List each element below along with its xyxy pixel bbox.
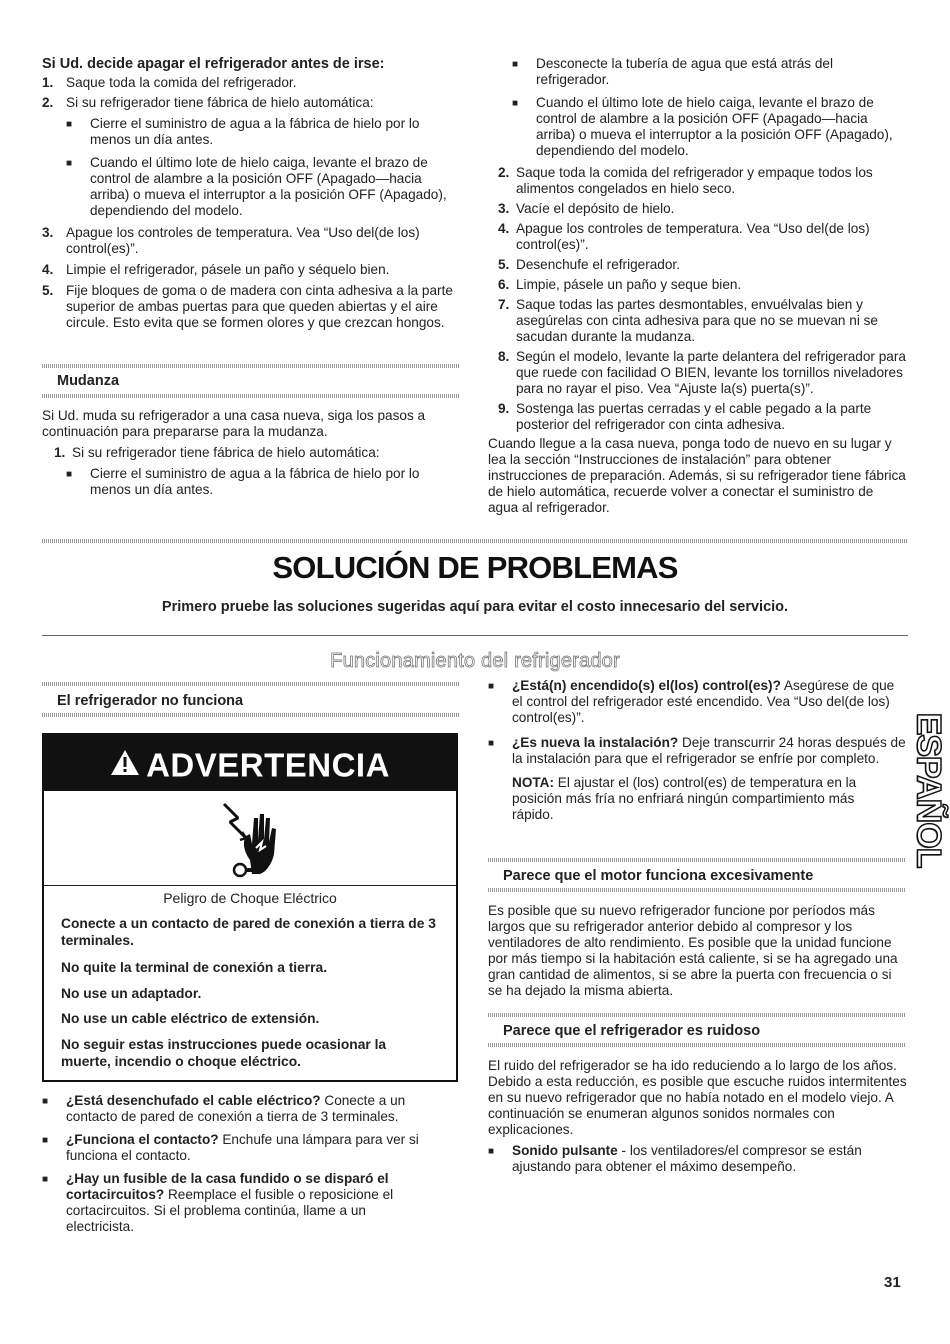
list-item: [42, 225, 456, 257]
question-text: ¿Funciona el contacto?: [66, 1132, 219, 1147]
question-text: ¿Hay un fusible de la casa fundido o se disparó el cortacircuitos?: [66, 1171, 389, 1202]
list-item: [42, 262, 462, 278]
list-item: [42, 155, 450, 219]
electric-shock-icon: [216, 798, 286, 885]
language-side-tab-text: ESPAÑOL: [909, 712, 948, 868]
step-text: Según el modelo, levante la parte delantera del refrigerador para que ruede con facilidad O BIEN, levante los tornillos niveladores para no rayar el piso. Vea “Ajuste la(s) puerta(s)”.: [516, 349, 906, 396]
hazard-title: Peligro de Choque Eléctrico: [163, 890, 337, 906]
answer-text: Enchufe una lámpara para ver si funciona el contacto.: [66, 1132, 419, 1163]
page-title: SOLUCIÓN DE PROBLEMAS: [272, 550, 678, 585]
answer-text: Conecte a un contacto de pared de conexión a tierra de 3 terminales.: [66, 1093, 406, 1124]
warning-line: No seguir estas instrucciones puede ocasionar la muerte, incendio o choque eléctrico.: [61, 1037, 387, 1069]
step-text: Desenchufe el refrigerador.: [516, 257, 680, 272]
answer-text: Asegúrese de que el control del refrigerador esté encendido. Vea “Uso del(de los) control(es)”.: [512, 678, 895, 725]
note-label: NOTA:: [512, 775, 555, 790]
divider: [42, 635, 908, 636]
step-number: 2.: [42, 95, 54, 110]
list-item: [42, 283, 462, 331]
warning-box: [42, 733, 458, 1082]
subsection-title: El refrigerador no funciona: [57, 693, 244, 709]
bullet-icon: ■: [488, 1146, 495, 1157]
list-item: [488, 201, 908, 217]
list-item: [488, 297, 908, 345]
list-item: [488, 735, 908, 767]
bullet-icon: ■: [42, 1096, 49, 1107]
bullet-icon: ■: [42, 1174, 49, 1185]
ruidoso-body: [488, 1058, 908, 1175]
divider: [488, 888, 906, 892]
bullet-icon: ■: [512, 98, 519, 109]
list-item: [42, 445, 462, 461]
step-number: 7.: [498, 297, 510, 312]
warning-triangle-icon: [110, 737, 140, 793]
list-item: [42, 1132, 446, 1164]
step-number: 1.: [54, 445, 66, 460]
motor-body: Es posible que su nuevo refrigerador funcione por períodos más largos que su refrigerador anterior debido al compresor y los ventiladores de alto rendimiento. Es posible que la unidad funcione por más tiempo si la habitación está caliente, si se ha agregado una gran cantidad de alimentos, si se abre la puerta con frecuencia o si se ha dejado la misma abierta.: [488, 903, 898, 998]
list-item: [488, 401, 908, 433]
answer-text: Deje transcurrir 24 horas después de la instalación para que el refrigerador se enfríe por completo.: [512, 735, 906, 766]
step-number: 4.: [42, 262, 54, 277]
mudanza-title: Mudanza: [57, 373, 120, 389]
note: [488, 775, 882, 823]
step-number: 4.: [498, 221, 510, 236]
closing-paragraph: Cuando llegue a la casa nueva, ponga todo de nuevo en su lugar y lea la sección “Instrucciones de instalación” para obtener instrucciones de preparación. Además, si su refrigerador tiene fábrica de hielo automática, recuerde volver a conectar el suministro de agua al refrigerador.: [488, 436, 906, 515]
left-top-column: [42, 56, 462, 331]
warning-line: Conecte a un contacto de pared de conexión a tierra de 3 terminales.: [61, 916, 436, 948]
mudanza-body: [42, 408, 462, 498]
step-text: Apague los controles de temperatura. Vea “Uso del(de los) control(es)”.: [66, 225, 420, 256]
divider: [42, 394, 460, 398]
bullet-icon: ■: [42, 1135, 49, 1146]
question-text: ¿Está desenchufado el cable eléctrico?: [66, 1093, 321, 1108]
language-side-tab: [906, 690, 950, 890]
right-bottom-column: [488, 678, 908, 823]
step-number: 6.: [498, 277, 510, 292]
subsection-title: Parece que el motor funciona excesivamente: [503, 868, 814, 884]
answer-text: Reemplace el fusible o reposicione el cortacircuitos. Si el problema continúa, llame a un electricista.: [66, 1187, 394, 1234]
bullet-text: Cuando el último lote de hielo caiga, levante el brazo de control de alambre a la posición OFF (Apagado—hacia arriba) o mueva el interruptor a la posición OFF (Apagado), dependiendo del modelo.: [90, 155, 447, 218]
step-number: 9.: [498, 401, 510, 416]
divider: [44, 885, 456, 886]
list-item: [488, 349, 908, 397]
list-item: [488, 165, 908, 197]
bullet-text: Desconecte la tubería de agua que está atrás del refrigerador.: [536, 56, 833, 87]
category-heading: Funcionamiento del refrigerador: [330, 650, 620, 672]
step-text: Fije bloques de goma o de madera con cinta adhesiva a la parte superior de ambas puertas para que queden abiertas y el aire circule. Esto evita que se formen olores y que crezcan hongos.: [66, 283, 453, 330]
warning-header: [44, 735, 456, 791]
divider: [488, 858, 906, 862]
divider: [42, 682, 460, 686]
step-text: Vacíe el depósito de hielo.: [516, 201, 675, 216]
list-item: [488, 56, 896, 88]
left-bottom-column: [42, 1093, 460, 1235]
step-number: 5.: [498, 257, 510, 272]
step-text: Limpie el refrigerador, pásele un paño y séquelo bien.: [66, 262, 390, 277]
note-text: El ajustar el (los) control(es) de temperatura en la posición más fría no enfriará ningún compartimiento más rápido.: [512, 775, 857, 822]
list-item: [488, 678, 908, 726]
page-number: 31: [884, 1274, 901, 1291]
section-heading: Si Ud. decide apagar el refrigerador antes de irse:: [42, 56, 385, 72]
bullet-text: Cierre el suministro de agua a la fábrica de hielo por lo menos un día antes.: [90, 116, 420, 147]
step-text: Limpie, pásele un paño y seque bien.: [516, 277, 742, 292]
bullet-icon: ■: [488, 738, 495, 749]
step-text: Si su refrigerador tiene fábrica de hielo automática:: [72, 445, 380, 460]
warning-line: No use un adaptador.: [61, 986, 202, 1001]
divider: [42, 364, 460, 368]
step-number: 5.: [42, 283, 54, 298]
step-number: 3.: [42, 225, 54, 240]
right-top-column: [488, 56, 908, 516]
step-number: 2.: [498, 165, 510, 180]
bullet-icon: ■: [66, 469, 73, 480]
list-item: [488, 277, 908, 293]
bullet-icon: ■: [66, 158, 73, 169]
bullet-text: Cuando el último lote de hielo caiga, levante el brazo de control de alambre a la posición OFF (Apagado—hacia arriba) o mueva el interruptor a la posición OFF (Apagado), dependiendo del modelo.: [536, 95, 893, 158]
step-text: Sostenga las puertas cerradas y el cable pegado a la parte posterior del refrigerador con cinta adhesiva.: [516, 401, 872, 432]
question-text: ¿Está(n) encendido(s) el(los) control(es)?: [512, 678, 781, 693]
list-item: [42, 1171, 426, 1235]
divider: [488, 1043, 906, 1047]
bullet-icon: ■: [488, 681, 495, 692]
step-text: Apague los controles de temperatura. Vea “Uso del(de los) control(es)”.: [516, 221, 870, 252]
subsection-title: Parece que el refrigerador es ruidoso: [503, 1023, 761, 1039]
step-number: 3.: [498, 201, 510, 216]
list-item: [42, 75, 462, 91]
list-item: [42, 95, 462, 111]
bullet-icon: ■: [66, 119, 73, 130]
list-item: [42, 1093, 436, 1125]
step-number: 8.: [498, 349, 510, 364]
list-item: [488, 95, 906, 159]
list-item: [488, 1143, 892, 1175]
ruidoso-text: El ruido del refrigerador se ha ido reduciendo a lo largo de los años. Debido a esta reducción, es posible que escuche ruidos intermitentes en su nuevo refrigerador que no había notado en el modelo viejo. A continuación se enumeran algunos sonidos normales con explicaciones.: [488, 1058, 907, 1137]
sound-text: - los ventiladores/el compresor se están ajustando para obtener el máximo desempeño.: [512, 1143, 862, 1174]
divider: [488, 1013, 906, 1017]
list-item: [42, 116, 450, 148]
list-item: [42, 466, 450, 498]
question-text: ¿Es nueva la instalación?: [512, 735, 679, 750]
sound-label: Sonido pulsante: [512, 1143, 618, 1158]
warning-line: No quite la terminal de conexión a tierra.: [61, 960, 328, 975]
divider: [42, 713, 460, 717]
page-subtitle: Primero pruebe las soluciones sugeridas aquí para evitar el costo innecesario del servicio.: [161, 599, 789, 615]
list-item: [488, 257, 908, 273]
step-number: 1.: [42, 75, 54, 90]
divider: [42, 539, 908, 543]
bullet-text: Cierre el suministro de agua a la fábrica de hielo por lo menos un día antes.: [90, 466, 420, 497]
step-text: Saque toda la comida del refrigerador.: [66, 75, 297, 90]
step-text: Saque todas las partes desmontables, envuélvalas bien y asegúrelas con cinta adhesiva para que no se muevan ni se sacudan durante la mudanza.: [516, 297, 878, 344]
warning-line: No use un cable eléctrico de extensión.: [61, 1011, 320, 1026]
warning-header-text: ADVERTENCIA: [146, 746, 390, 784]
bullet-icon: ■: [512, 59, 519, 70]
mudanza-intro: Si Ud. muda su refrigerador a una casa nueva, siga los pasos a continuación para prepararse para la mudanza.: [42, 408, 426, 439]
step-text: Si su refrigerador tiene fábrica de hielo automática:: [66, 95, 374, 110]
step-text: Saque toda la comida del refrigerador y empaque todos los alimentos congelados en hielo seco.: [516, 165, 873, 196]
list-item: [488, 221, 908, 253]
